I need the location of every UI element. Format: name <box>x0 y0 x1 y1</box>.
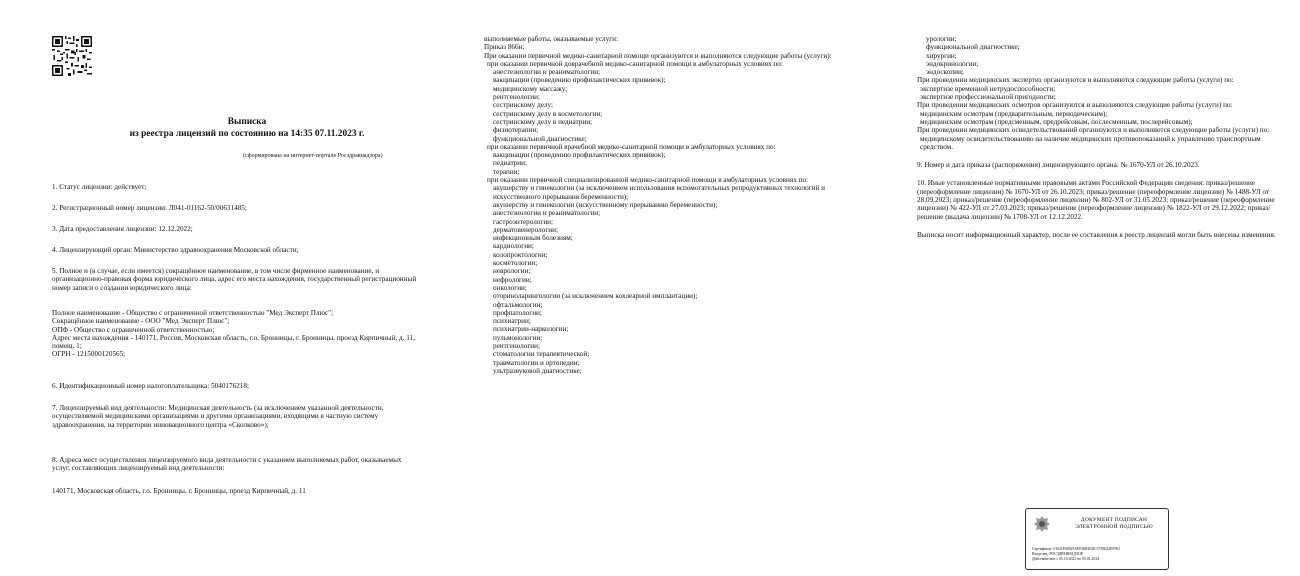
electronic-signature-stamp <box>1025 508 1169 570</box>
formed-note: (сформирована на интернет-портале Росздравнадзора) <box>243 153 383 159</box>
service-line: функциональной диагностике; <box>926 43 1020 52</box>
services-list-continued <box>917 35 1285 151</box>
service-line: оториноларингологии (за исключением кохлеарной имплантации); <box>493 292 698 301</box>
service-line: при оказании первичной врачебной медико-санитарной помощи в амбулаторных условиях по: <box>487 142 776 151</box>
service-line: анестезиологии и реаниматологии; <box>493 209 601 218</box>
service-line: психиатрии-наркологии; <box>493 325 569 334</box>
service-line: При проведении медицинских экспертиз организуются и выполняются следующие работы (услуги) по: <box>917 76 1234 85</box>
service-line: рентгенологии; <box>493 341 540 350</box>
service-line: акушерству и гинекологии (искусственному прерыванию беременности); <box>493 200 718 209</box>
service-line: стоматологии терапевтической; <box>493 350 590 359</box>
service-line: неврологии; <box>493 267 531 276</box>
service-line: травматологии и ортопедии; <box>493 358 580 367</box>
service-line: кардиологии; <box>493 242 534 251</box>
document-subtitle: из реестра лицензий по состоянию на 14:35 07.11.2023 г. <box>129 129 365 139</box>
service-line: гастроэнтерологии; <box>493 217 554 226</box>
item-reg-number: 2. Регистрационный номер лицензии: Л041-01162-50/00631485; <box>52 204 247 212</box>
service-line: функциональной диагностике; <box>493 134 587 143</box>
coat-of-arms-icon <box>1032 514 1052 534</box>
service-line: акушерству и гинекологии (за исключением использования вспомогательных репродуктивных технологий и искусственного прерывания беременности); <box>493 184 826 201</box>
services-list-column-3 <box>917 35 1285 239</box>
service-line: медицинскому массажу; <box>493 84 568 93</box>
service-line: сестринскому делу в косметологии; <box>493 109 603 118</box>
service-line: ультразвуковой диагностике; <box>493 366 582 375</box>
short-name: Сокращённое наименование - ООО "Мед Эксперт Плюс"; <box>52 317 230 326</box>
signature-heading-line2: ЭЛЕКТРОННОЙ ПОДПИСЬЮ <box>1075 523 1153 530</box>
item-activity: 7. Лицензируемый вид деятельности: Медицинская деятельность (за исключением указанной деятельности, осуществляемой медицинскими организациями и другими организациями, входящими в частную систему здравоохранения, на территории инновационного центра «Сколково»); <box>52 404 384 429</box>
services-list-column-2 <box>484 35 852 375</box>
service-line: нефрологии; <box>493 275 532 284</box>
disclaimer: Выписка носит информационный характер, после ее составления в реестр лицензий могли быть внесены изменения. <box>917 230 1276 239</box>
service-line: выполняемые работы, оказываемые услуги: <box>484 35 618 43</box>
service-line: онкологии; <box>493 283 527 292</box>
item-other-info: 10. Иные установленные нормативными правовыми актами Российской Федерации сведения: приказ/решение (переоформление лицензии) № 1670-УЛ от 26.10.2023; приказ/решение (переоформление лицензии) № 1488-УЛ от 28.09.2023; приказ/решение (переоформление лицензии) № 802-УЛ от 31.05.2023; приказ/решение (переоформление лицензии) № 422-УЛ от 27.03.2023; приказ/решение (переоформление лицензии) № 1822-УЛ от 29.12.2022; приказ/решение (выдача лицензии) № 1708-УЛ от 12.12.2022. <box>917 179 1275 221</box>
item-place-address: 140171, Московская область, г.о. Бронницы, г. Бронницы, проезд Кирпичный, д. 11 <box>52 487 306 495</box>
service-line: рентгенологии; <box>493 93 540 102</box>
service-line: педиатрии; <box>493 159 527 168</box>
service-line: колопроктологии; <box>493 250 548 259</box>
signature-details <box>1032 547 1120 562</box>
service-line: анестезиологии и реаниматологии; <box>493 68 601 77</box>
item-grant-date: 3. Дата предоставления лицензии: 12.12.2022; <box>52 225 193 233</box>
full-name: Полное наименование - Общество с ограниченной ответственностью "Мед Эксперт Плюс"; <box>52 309 334 317</box>
signature-owner: Владелец: РОСЗДРАВНАДЗОР <box>1032 552 1083 556</box>
service-line: профпатологии; <box>493 308 542 317</box>
signature-cert: Сертификат: 01641F00025AFE8684EDC5783022EF961 <box>1032 547 1121 551</box>
service-line: при оказании первичной доврачебной медико-санитарной помощи в амбулаторных условиях по: <box>487 59 783 68</box>
ogrn: ОГРН - 1215000120565; <box>52 350 126 359</box>
org-details <box>52 309 420 359</box>
service-line: косметологии; <box>493 259 538 268</box>
qr-code <box>52 36 92 76</box>
service-line: При проведении медицинских освидетельствований организуются и выполняются следующие работы (услуги) по: <box>917 126 1270 135</box>
service-line: При проведении медицинских осмотров организуются и выполняются следующие работы (услуги) по: <box>917 101 1233 110</box>
service-line: офтальмологии; <box>493 300 543 309</box>
service-line: при оказании первичной специализированной медико-санитарной помощи в амбулаторных условиях по: <box>487 176 809 185</box>
signature-heading <box>1066 517 1162 530</box>
signature-heading-line1: ДОКУМЕНТ ПОДПИСАН <box>1080 517 1148 523</box>
service-line: сестринскому делу; <box>493 101 553 110</box>
item-places-intro: 8. Адреса мест осуществления лицензируемого вида деятельности с указанием выполняемых работ, оказываемых услуг, составляющих лицензируемый вид деятельности: <box>52 456 402 473</box>
service-line: физиотерапии; <box>493 126 539 135</box>
service-line: медицинскому освидетельствованию на наличие медицинских противопоказаний к управлению транспортным средством. <box>920 134 1261 151</box>
service-line: хирургии; <box>926 51 957 60</box>
service-line: психиатрии; <box>493 317 531 326</box>
service-line: медицинским осмотрам (предварительным, периодическим); <box>920 109 1108 118</box>
service-line: медицинским осмотрам (предсменным, предрейсовым, послесменным, послерейсовым); <box>920 117 1193 126</box>
service-line: эндокринологии; <box>926 59 979 68</box>
service-line: При оказании первичной медико-санитарной помощи организуются и выполняются следующие работы (услуги): <box>484 51 832 60</box>
service-line: вакцинации (проведению профилактических прививок); <box>493 151 666 160</box>
service-line: эндоскопии; <box>926 68 964 77</box>
service-line: инфекционным болезням; <box>493 234 573 243</box>
service-line: экспертизе временной нетрудоспособности; <box>920 84 1056 93</box>
service-line: вакцинации (проведению профилактических прививок); <box>493 76 666 85</box>
opf: ОПФ - Общество с ограниченной ответственностью; <box>52 325 215 334</box>
service-line: урологии; <box>926 35 957 43</box>
item-name-intro: 5. Полное и (в случае, если имеется) сокращённое наименование, в том числе фирменное наименование, и организационно-правовая форма юридического лица, адрес его места нахождения, государственный регистрационный номер записи о создании юридического лица: <box>52 267 417 292</box>
address: Адрес места нахождения - 140171, Россия, Московская область, г.о. Бронницы, г. Бронницы, проезд Кирпичный, д. 11, помещ. 1; <box>52 333 416 351</box>
service-line: Приказ 866н; <box>484 43 525 52</box>
service-line: терапии; <box>493 167 520 176</box>
service-line: экспертизе профессиональной пригодности; <box>920 93 1056 102</box>
item-authority: 4. Лицензирующий орган: Министерство здравоохранения Московской области; <box>52 246 299 254</box>
document-title: Выписка <box>227 117 267 127</box>
service-line: сестринскому делу в педиатрии; <box>493 117 593 126</box>
item-order: 9. Номер и дата приказа (распоряжения) лицензирующего органа: № 1670-УЛ от 26.10.2023. <box>917 161 1200 170</box>
service-line: дерматовенерологии; <box>493 225 558 234</box>
signature-valid: Действителен: с 05.10.2022 по 05.01.2024 <box>1032 557 1100 561</box>
item-inn: 6. Идентификационный номер налогоплательщика: 5040176218; <box>52 382 249 390</box>
item-status: 1. Статус лицензии: действует; <box>52 183 147 191</box>
service-line: пульмонологии; <box>493 333 543 342</box>
